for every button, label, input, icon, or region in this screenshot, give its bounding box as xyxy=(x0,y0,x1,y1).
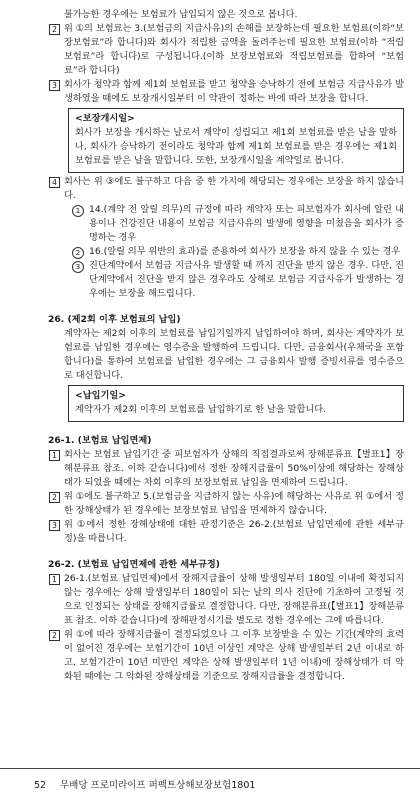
item-number: 3 xyxy=(49,520,60,531)
sub-item xyxy=(72,259,404,301)
clause-text: 회사가 청약과 함께 제1회 보험료를 받고 청약을 승낙하기 전에 보험금 지급사유가 발생하였을 때에도 보장개시일부터 이 약관이 정하는 바에 따라 보장을 합니다. xyxy=(64,79,404,104)
clause-text: 위 ①의 보험료는 3.(보험금의 지급사유)의 손해를 보장하는데 필요한 보험료(이하“보장보험료”라 합니다)와 회사가 적립한 금액을 돌려주는데 필요한 보험료(이하 “적립보험료”라 합니다)로 구성됩니다.(이하 보장보험료와 적립보험료를 합하여 “보험료”라 합니다) xyxy=(64,23,404,76)
clause-text: 26-1.(보험료 납입면제)에서 장해지급률이 상해 발생일부터 180일 이내에 확정되지 않는 경우에는 상해 발생일부터 180일이 되는 날의 의사 진단에 기초하여 고정될 것으로 인정되는 상태를 장해지급률로 결정합니다. 다만, 장해분류표(【별표1】장해분류표 참조. 이하 같습니다)에 장해판정시기를 별도로 정한 경우에는 그에 따릅니다. xyxy=(64,573,404,626)
clause-item xyxy=(52,22,404,78)
clause-item xyxy=(52,490,404,518)
intro-text: 불가능한 경우에는 보험료가 납입되지 않은 것으로 봅니다. xyxy=(64,9,298,20)
definition-box xyxy=(68,385,404,422)
clause-item xyxy=(52,518,404,546)
definition-box xyxy=(68,108,404,173)
clause-item xyxy=(52,448,404,490)
item-number: 3 xyxy=(49,80,60,91)
section-heading: 26-2. (보험료 납입면제에 관한 세부규정) xyxy=(48,559,220,570)
definition-title: <보장개시일> xyxy=(75,113,135,124)
page-footer xyxy=(0,768,420,801)
item-number: 1 xyxy=(49,574,60,585)
clause-text: 위 ①에 따라 장해지급률이 결정되었으나 그 이후 보장받을 수 있는 기간(계약의 효력이 없어진 경우에는 보험기간이 10년 이상인 계약은 상해 발생일부터 2년 이내로 하고, 보험기간이 10년 미만인 계약은 상해 발생일부터 1년 이내)에 장해상태가 더 악화된 때에는 그 악화된 장해상태를 기준으로 장해지급률을 결정합니다. xyxy=(64,629,404,682)
definition-text: 계약자가 제2회 이후의 보험료를 납입하기로 한 날을 말합니다. xyxy=(75,404,327,415)
product-title: 무배당 프로미라이프 퍼펙트상해보장보험1801 xyxy=(60,780,256,791)
clause-item xyxy=(52,78,404,106)
clause-text: 회사는 보험료 납입기간 중 피보험자가 상해의 직접결과로써 장해분류표【별표1】장해분류표 참조. 이하 같습니다)에서 정한 장해지급률이 50%이상에 해당하는 장해상태가 되었을 때에는 차회 이후의 보장보험료 납입을 면제하여 드립니다. xyxy=(64,449,404,488)
sub-item-number: 3 xyxy=(72,261,84,273)
clause-item xyxy=(52,628,404,684)
sub-item-number: 1 xyxy=(72,205,84,217)
item-number: 2 xyxy=(49,24,60,35)
clause-text: 위 ①에도 불구하고 5.(보험금을 지급하지 않는 사유)에 해당하는 사유로 위 ①에서 정한 장해상태가 된 경우에는 보장보험료 납입을 면제하지 않습니다. xyxy=(64,491,404,516)
item-number: 4 xyxy=(49,177,60,188)
section-heading: 26-1. (보험료 납입면제) xyxy=(48,435,152,446)
section-text: 계약자는 제2회 이후의 보험료를 납입기일까지 납입하여야 하며, 회사는 계약자가 보험료를 납입한 경우에는 영수증을 발행하여 드립니다. 다만, 금융회사(우체국을 포함합니다)를 통하여 보험료를 납입한 경우에는 그 금융회사 발행 증빙서류를 영수증으로 대신합니다. xyxy=(64,328,404,381)
sub-item-number: 2 xyxy=(72,247,84,259)
sub-item xyxy=(72,203,404,245)
definition-title: <납입기일> xyxy=(75,390,126,401)
sub-item xyxy=(72,245,404,259)
clause-item xyxy=(52,572,404,628)
document-body xyxy=(48,8,404,684)
page-number: 52 xyxy=(34,780,47,791)
sub-item-text: 14.(계약 전 알릴 의무)의 규정에 따라 계약자 또는 피보험자가 회사에 알린 내용이나 건강진단 내용이 보험금 지급사유의 발생에 영향을 미쳤음을 회사가 증명하는 경우 xyxy=(89,204,404,243)
item-number: 2 xyxy=(49,492,60,503)
clause-text: 회사는 위 ③에도 불구하고 다음 중 한 가지에 해당되는 경우에는 보장을 하지 않습니다. xyxy=(64,176,404,201)
item-number: 2 xyxy=(49,630,60,641)
item-number: 1 xyxy=(49,450,60,461)
clause-item xyxy=(52,175,404,203)
sub-item-text: 진단계약에서 보험금 지급사유 발생할 때 까지 진단을 받지 않은 경우. 다만, 진단계약에서 진단을 받지 않은 경우라도 상해로 보험금 지급사유가 발생하는 경우에는 보장을 해드립니다. xyxy=(89,260,404,299)
clause-text: 위 ①에서 정한 장해상태에 대한 판정기준은 26-2.(보험료 납입면제에 관한 세부규정)을 따릅니다. xyxy=(64,519,404,544)
definition-text: 회사가 보장을 개시하는 날로서 계약이 성립되고 제1회 보험료를 받은 날을 말하나, 회사가 승낙하기 전이라도 청약과 함께 제1회 보험료를 받은 경우에는 제1회 보험료를 받은 날을 말합니다. 또한, 보장개시일을 계약일로 봅니다. xyxy=(75,127,397,166)
section-heading: 26. (제2회 이후 보험료의 납입) xyxy=(48,314,181,325)
sub-item-text: 16.(알릴 의무 위반의 효과)를 준용하여 회사가 보장을 하지 않을 수 있는 경우 xyxy=(89,246,401,257)
